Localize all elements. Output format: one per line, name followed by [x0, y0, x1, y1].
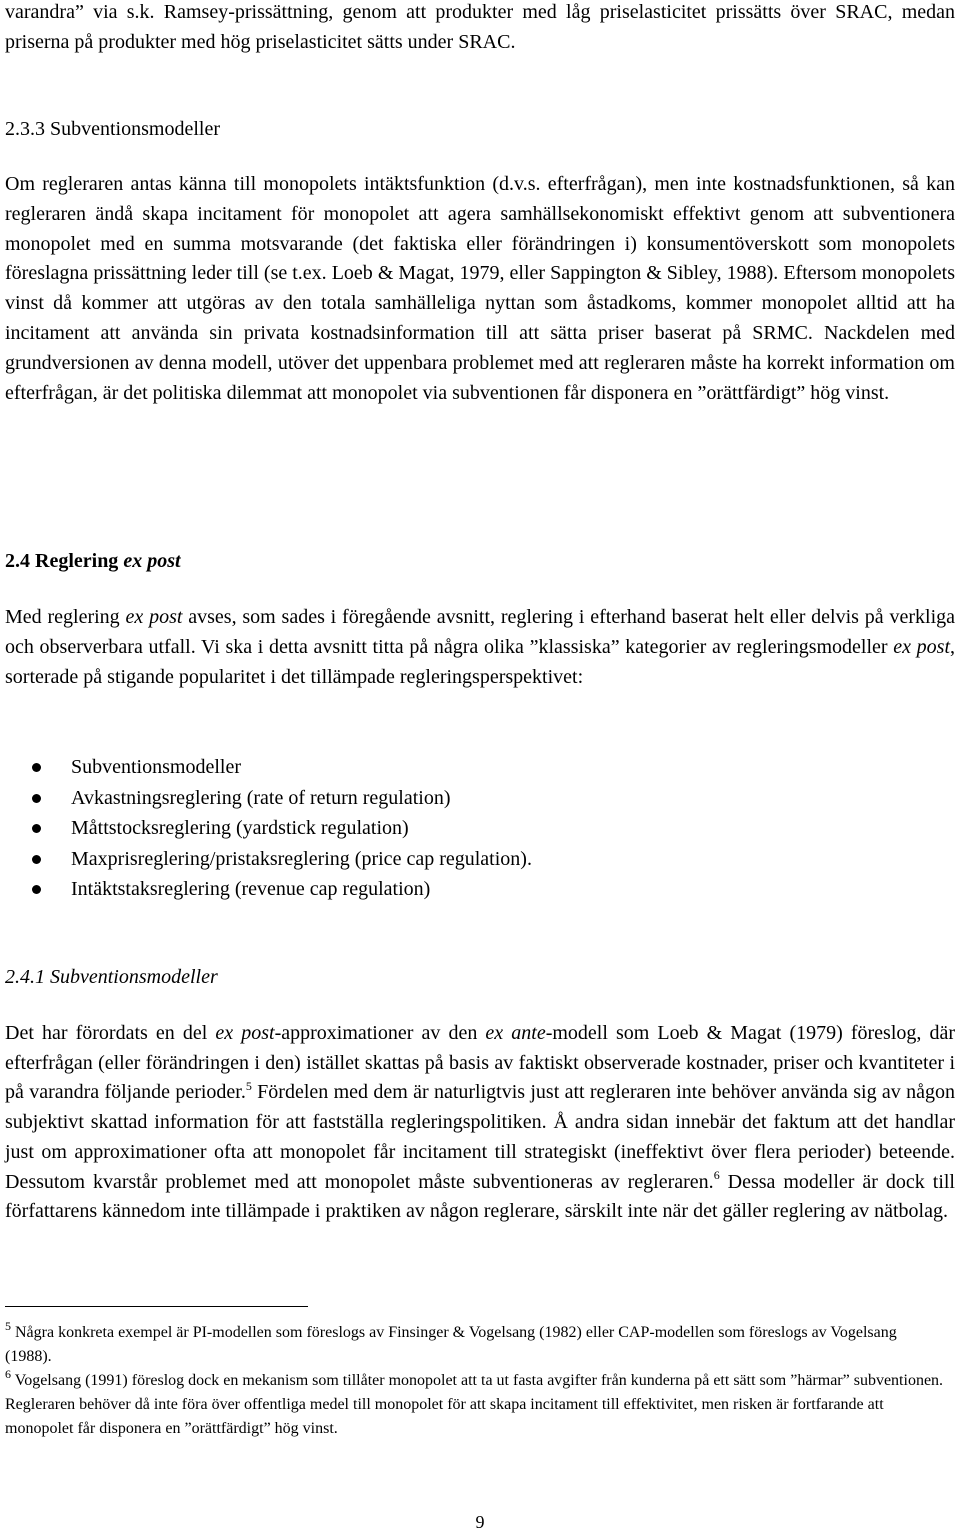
- footnote-text: Några konkreta exempel är PI-modellen som föreslogs av Finsinger & Vogelsang (1982) eller CAP-modellen som föreslogs av Vogelsang (1988).: [5, 1324, 897, 1366]
- bullet-icon: [32, 763, 41, 772]
- bullet-icon: [32, 855, 41, 864]
- list-item: Avkastningsreglering (rate of return regulation): [5, 783, 955, 814]
- footnote-ref-5[interactable]: 5: [245, 1078, 252, 1093]
- ex-post-text-2: avses, som sades i föregående avsnitt, reglering i efterhand baserat helt eller delvis på verkliga och observerbara utfall. Vi ska i detta avsnitt titta på några olika ”klassiska” kategorier av regleringsmodeller: [5, 606, 955, 658]
- regulation-model-list: [5, 752, 955, 905]
- footnote-divider: [5, 1306, 308, 1307]
- footnote-ref-6[interactable]: 6: [713, 1167, 720, 1182]
- footnote-text: Vogelsang (1991) föreslog dock en mekanism som tillåter monopolet att ta ut fasta avgifter från kunderna på ett sätt som ”härmar” subventionen. Regleraren behöver då inte föra över offentliga medel till monopolet för att skapa incitament till effektivitet, men risken är fortfarande att monopolet får disponera en ”orättfärdigt” hög vinst.: [5, 1372, 944, 1438]
- bullet-icon: [32, 824, 41, 833]
- footnote-5: [5, 1318, 945, 1369]
- paragraph-ex-post-approximations: Det har förordats en del ex post-approximationer av den ex ante-modell som Loeb & Magat (1979) föreslog, där efterfrågan (eller förändringen i den) istället skattas på basis av faktiskt observerade kostnader, priser och kvantiteter i på varandra följande perioder.$^5$ Fördelen med dem är naturligtvis just att regleraren inte behöver använda sig av någon subjektivt skattad information för att fastställa regleringspolitiken. Å andra sidan innebär det faktum att det handlar just om approximationer ofta att monopolet får incitament till strategiskt (ineffektivt över flera perioder) beteende. Dessutom kvarstår problemet med att monopolet måste subventioneras av regleraren.$^6$ Dessa modeller är dock till författarens kännedom inte tillämpade i praktiken av någon reglerare, särskilt inte när det gäller reglering av nätbolag.: [5, 1022, 956, 1223]
- ex-post-text-3: , sorterade på stigande popularitet i det tillämpade regleringsperspektivet:: [5, 635, 956, 688]
- ex-post-italic-1: ex post: [125, 606, 183, 628]
- paragraph-subsidy-model: [5, 170, 955, 408]
- section-heading-2-3-3: 2.3.3 Subventionsmodeller: [5, 118, 220, 140]
- bullet-icon: [32, 794, 41, 803]
- footnote-number: 6: [5, 1366, 11, 1381]
- ex-post-italic-2: ex post: [893, 635, 951, 658]
- footnote-number: 5: [5, 1318, 11, 1333]
- section-heading-2-4: [5, 547, 955, 576]
- heading-2-4-italic: ex post: [123, 550, 181, 572]
- continued-paragraph: varandra” via s.k. Ramsey-prissättning, genom att produkter med låg priselasticitet prissätts över SRAC, medan priserna på produkter med hög priselasticitet sätts under SRAC.: [5, 1, 955, 53]
- paragraph-subsidy-part-1: Om regleraren antas känna till monopolets intäktsfunktion (d.v.s. efterfrågan), men inte kostnadsfunktionen, så kan regleraren ändå skapa incitament för monopolet att agera samhällsekonomiskt effektivt genom att subventionera monopolet med en summa motsvarande (det faktiska eller förändringen i) konsumentöverskott som monopolets föreslagna prissättning leder till (se t.ex. Loeb & Magat, 1979, eller Sappington & Sibley, 1988).: [5, 173, 955, 285]
- section-heading-2-4-1: 2.4.1 Subventionsmodeller: [5, 966, 218, 988]
- list-item: Subventionsmodeller: [5, 752, 955, 783]
- paragraph-ex-post-intro: [5, 603, 955, 692]
- list-item: Måttstocksreglering (yardstick regulation): [5, 813, 955, 844]
- footnote-6: [5, 1366, 945, 1442]
- paragraph-subsidy-part-2: Eftersom monopolets vinst då kommer att utgöras av den totala samhälleliga nyttan som åstadkoms, kommer monopolet alltid att ha incitament att använda sin privata kostnadsinformation till att sätta priser baserat på SRMC. Nackdelen med grundversionen av denna modell, utöver det uppenbara problemet med att regleraren måste ha korrekt information om efterfrågan, är det politiska dilemmat att monopolet via subventionen får disponera en ”orättfärdigt” hög vinst.: [5, 262, 955, 404]
- page-number: 9: [475, 1512, 485, 1532]
- heading-2-4-text: 2.4 Reglering: [5, 550, 124, 572]
- bullet-icon: [32, 885, 41, 894]
- list-item: Maxprisreglering/pristaksreglering (price cap regulation).: [5, 844, 955, 875]
- list-item: Intäktstaksreglering (revenue cap regulation): [5, 874, 955, 905]
- ex-post-text-1: Med reglering: [5, 606, 126, 628]
